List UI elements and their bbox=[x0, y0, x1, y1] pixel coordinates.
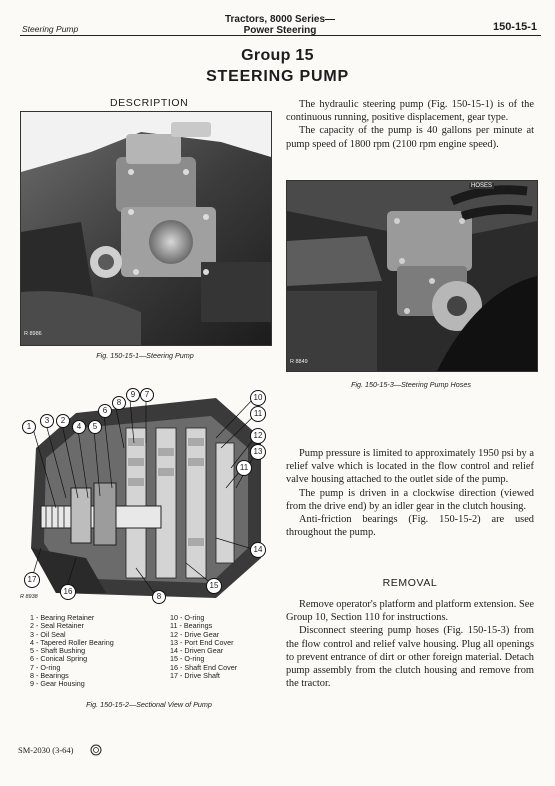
legend-item: 7 - O-ring bbox=[30, 662, 61, 672]
callout-8-bottom: 8 bbox=[152, 590, 166, 604]
callout-7: 7 bbox=[140, 388, 154, 402]
description-paragraph-2: The capacity of the pump is 40 gallons per minute at pump speed of 1800 rpm (2100 rpm engine speed). bbox=[286, 125, 534, 150]
running-header-center bbox=[170, 14, 390, 36]
legend-item: 12 - Drive Gear bbox=[170, 629, 220, 639]
callout-16: 16 bbox=[60, 584, 76, 600]
legend-item: 6 - Conical Spring bbox=[30, 654, 88, 664]
legend-item: 17 - Drive Shaft bbox=[170, 671, 220, 681]
callout-11-lower: 11 bbox=[236, 460, 252, 476]
callout-12: 12 bbox=[250, 428, 266, 444]
description-paragraph-1: The hydraulic steering pump (Fig. 150-15-1) is of the continuous running, positive displacement, gear type. bbox=[286, 99, 534, 124]
description-heading: DESCRIPTION bbox=[110, 97, 189, 109]
callout-1: 1 bbox=[22, 420, 36, 434]
removal-paragraph-2: Disconnect steering pump hoses (Fig. 150-15-3) from the flow control and relief valve housing. Plug all openings to prevent entrance of dirt or other foreign material. Detach pump assembly from the clutch housing and remove from the tractor. bbox=[286, 625, 534, 690]
header-line-1: Tractors, 8000 Series— bbox=[224, 14, 336, 25]
footer-code: SM-2030 (3-64) bbox=[18, 745, 74, 755]
running-header-left: Steering Pump bbox=[22, 24, 79, 34]
legend-item: 4 - Tapered Roller Bearing bbox=[30, 637, 114, 647]
callout-15: 15 bbox=[206, 578, 222, 594]
legend-item: 11 - Bearings bbox=[170, 621, 213, 631]
header-line-2: Power Steering bbox=[243, 25, 317, 36]
removal-heading: REMOVAL bbox=[382, 577, 438, 589]
callout-leader-lines bbox=[16, 388, 274, 606]
legend-item: 5 - Shaft Bushing bbox=[30, 646, 86, 656]
group-title: Group 15 bbox=[241, 47, 314, 64]
callout-11: 11 bbox=[250, 406, 266, 422]
legend-item: 1 - Bearing Retainer bbox=[30, 613, 95, 622]
legend-item: 14 - Driven Gear bbox=[170, 646, 224, 656]
callout-5: 5 bbox=[88, 420, 102, 434]
fig3-hoses-label: HOSES bbox=[471, 183, 493, 189]
callout-13: 13 bbox=[250, 444, 266, 460]
legend-item: 2 - Seal Retainer bbox=[30, 621, 84, 631]
callout-4: 4 bbox=[72, 420, 86, 434]
callout-8-top: 8 bbox=[112, 396, 126, 410]
description-text bbox=[286, 98, 534, 151]
callout-10: 10 bbox=[250, 390, 266, 406]
fig2-plate-number: R 8938 bbox=[20, 594, 38, 600]
fig3-caption: Fig. 150-15-3—Steering Pump Hoses bbox=[351, 380, 471, 389]
description-paragraph-3: Pump pressure is limited to approximately 1950 psi by a relief valve which is located in the flow control and relief valve housing attached to the outlet side of the pump. bbox=[286, 448, 534, 486]
fig1-plate-number: R 8986 bbox=[24, 331, 42, 337]
fig2-caption: Fig. 150-15-2—Sectional View of Pump bbox=[86, 700, 212, 709]
removal-text bbox=[286, 598, 534, 690]
legend-left bbox=[30, 614, 114, 689]
header-rule bbox=[20, 35, 541, 36]
section-title: STEERING PUMP bbox=[206, 68, 349, 85]
legend-item: 8 - Bearings bbox=[30, 671, 69, 681]
legend-item: 13 - Port End Cover bbox=[170, 637, 234, 647]
fig1-photo bbox=[20, 111, 272, 346]
fig3-plate-number: R 8849 bbox=[290, 359, 308, 365]
description-paragraph-5: Anti-friction bearings (Fig. 150-15-2) are used throughout the pump. bbox=[286, 514, 534, 539]
page-number: 150-15-1 bbox=[492, 21, 537, 33]
legend-item: 9 - Gear Housing bbox=[30, 679, 85, 689]
fig3-photo bbox=[286, 180, 538, 372]
callout-17: 17 bbox=[24, 572, 40, 588]
legend-item: 15 - O-ring bbox=[170, 654, 205, 664]
fig1-caption: Fig. 150-15-1—Steering Pump bbox=[96, 351, 194, 360]
callout-9: 9 bbox=[126, 388, 140, 402]
description-paragraph-4: The pump is driven in a clockwise direction (viewed from the drive end) by an idler gear in the clutch housing. bbox=[286, 487, 534, 512]
steering-pump-photo-image bbox=[21, 112, 271, 345]
description-text-continued bbox=[286, 447, 534, 539]
fig2-drawing bbox=[16, 388, 274, 606]
legend-item: 3 - Oil Seal bbox=[30, 629, 66, 639]
callout-14: 14 bbox=[250, 542, 266, 558]
union-label-icon bbox=[90, 743, 102, 761]
callout-3: 3 bbox=[40, 414, 54, 428]
pump-hoses-photo-image bbox=[287, 181, 537, 371]
removal-paragraph-1: Remove operator's platform and platform extension. See Group 10, Section 110 for instructions. bbox=[286, 599, 534, 624]
fig2-callouts bbox=[16, 388, 274, 606]
callout-6: 6 bbox=[98, 404, 112, 418]
legend-item: 16 - Shaft End Cover bbox=[170, 662, 238, 672]
callout-2: 2 bbox=[56, 414, 70, 428]
legend-item: 10 - O-ring bbox=[170, 613, 205, 622]
legend-right bbox=[170, 614, 237, 680]
